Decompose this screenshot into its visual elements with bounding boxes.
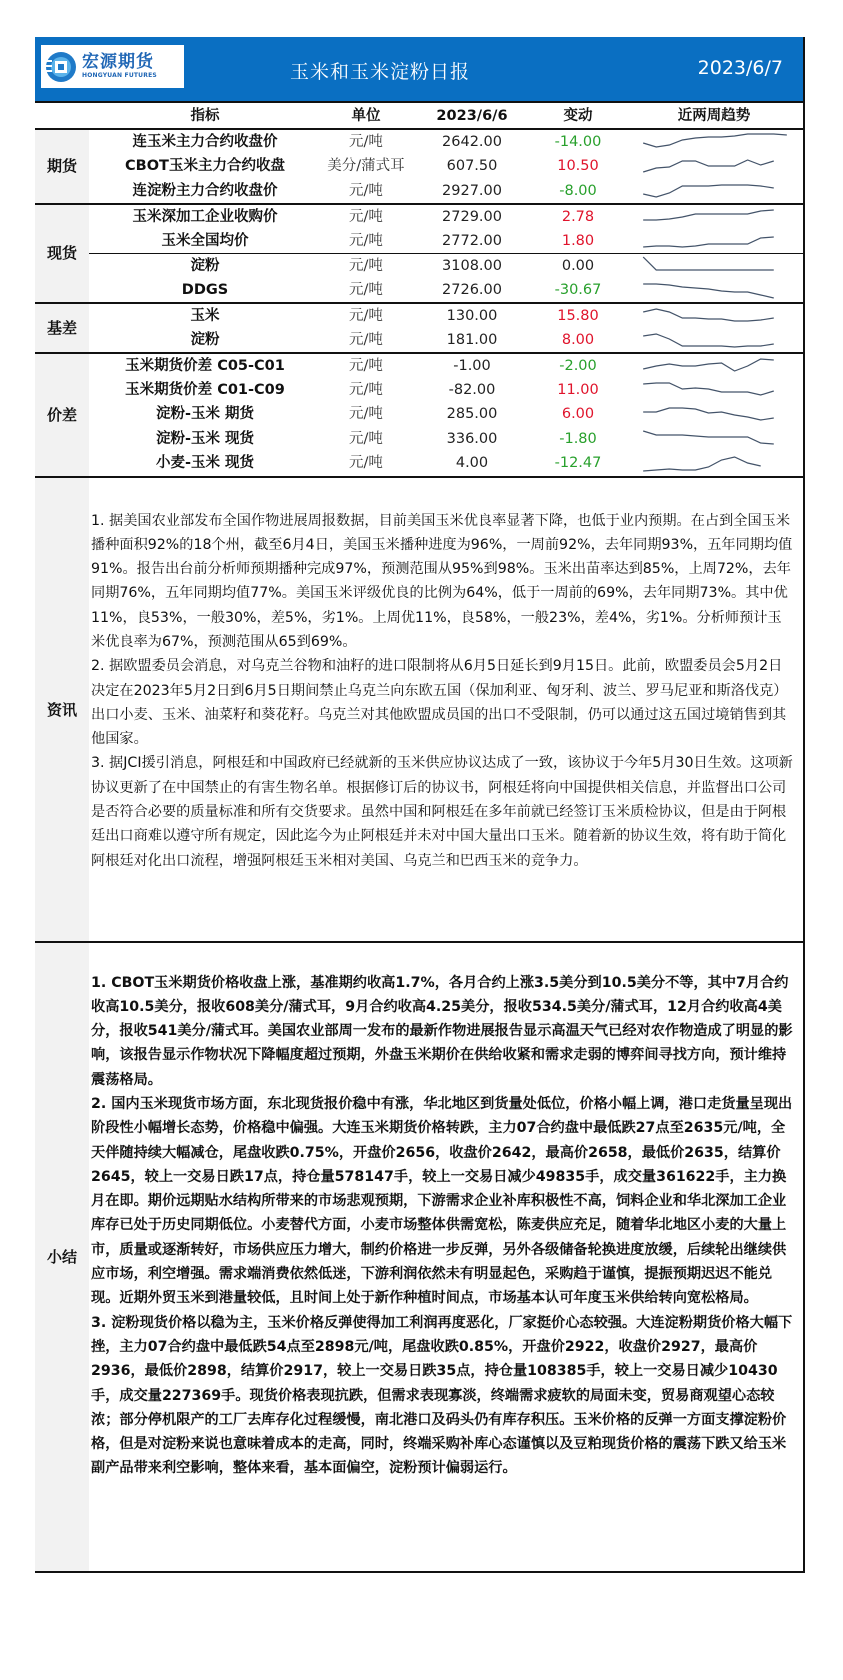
- value-cell: 2729.00: [411, 204, 533, 229]
- sparkline-chart: [641, 155, 789, 177]
- sparkline-chart: [641, 255, 789, 277]
- trend-sparkline: [623, 129, 805, 154]
- change-cell: -8.00: [559, 182, 597, 199]
- unit-cell: 元/吨: [321, 253, 411, 278]
- indicator-name: CBOT玉米主力合约收盘: [125, 158, 285, 175]
- table-row: [35, 328, 805, 353]
- sparkline-chart: [641, 355, 789, 377]
- sparkline-chart: [641, 452, 789, 474]
- trend-sparkline: [623, 179, 805, 204]
- category-cell: 基差: [35, 303, 89, 353]
- sparkline-chart: [641, 379, 789, 401]
- trend-sparkline: [623, 328, 805, 353]
- col-header-category: [35, 103, 89, 129]
- col-header-indicator: 指标: [89, 103, 321, 129]
- news-paragraph: 1. 据美国农业部发布全国作物进展周报数据，目前美国玉米优良率显著下降，也低于业内预期。在占到全国玉米播种面积92%的18个州，截至6月4日，美国玉米播种进度为96%，一周前92%，去年同期93%，五年同期均值91%。报告出台前分析师预期播种完成97%，预测范围从95%到98%。玉米出苗率达到85%，上周72%，去年同期76%，五年同期均值77%。美国玉米评级优良的比例为64%，低于一周前的69%，去年同期73%。其中优11%，良53%，一般30%，差5%，劣1%。上周优11%，良58%，一般23%，差4%，劣1%。分析师预计玉米优良率为67%，预测范围从65到69%。: [91, 512, 793, 650]
- logo-mark-icon: [45, 51, 77, 83]
- trend-sparkline: [623, 303, 805, 328]
- trend-sparkline: [623, 353, 805, 378]
- table-row: [35, 303, 805, 328]
- indicator-name: 玉米深加工企业收购价: [89, 204, 321, 229]
- indicator-name: 玉米全国均价: [161, 232, 249, 249]
- report-banner: [35, 37, 803, 103]
- news-body: [89, 478, 803, 941]
- table-row: [35, 402, 805, 427]
- news-section: [35, 476, 803, 941]
- value-cell: 181.00: [446, 331, 498, 348]
- unit-cell: 元/吨: [321, 129, 411, 154]
- trend-sparkline: [623, 427, 805, 452]
- value-cell: 4.00: [455, 455, 489, 472]
- unit-cell: 美分/蒲式耳: [327, 158, 405, 175]
- summary-label: 小结: [35, 943, 89, 1571]
- indicator-table: [35, 103, 805, 476]
- trend-sparkline: [623, 451, 805, 476]
- trend-sparkline: [623, 204, 805, 229]
- change-cell: 6.00: [561, 406, 595, 423]
- summary-paragraph: 1. CBOT玉米期货价格收盘上涨，基准期约收高1.7%，各月合约上涨3.5美分到10.5美分不等，其中7月合约收高10.5美分，报收608美分/蒲式耳，9月合约收高4.25美分，报收534.5美分/蒲式耳，12月合约收高4美分，报收541美分/蒲式耳。美国农业部周一发布的最新作物进展报告显示高温天气已经对农作物造成了明显的影响，该报告显示作物状况下降幅度超过预期，外盘玉米期价在供给收紧和需求走弱的博弈间寻找方向，预计维持震荡格局。: [91, 974, 793, 1088]
- sparkline-chart: [641, 131, 789, 153]
- table-row: [35, 253, 805, 278]
- table-row: [35, 129, 805, 154]
- summary-section: [35, 941, 803, 1573]
- sparkline-chart: [641, 180, 789, 202]
- table-row: [35, 154, 805, 179]
- sparkline-chart: [641, 329, 789, 351]
- unit-cell: 元/吨: [349, 232, 383, 249]
- unit-cell: 元/吨: [349, 406, 383, 423]
- trend-sparkline: [623, 154, 805, 179]
- sparkline-chart: [641, 279, 789, 301]
- trend-sparkline: [623, 378, 805, 403]
- sparkline-chart: [641, 428, 789, 450]
- table-row: [35, 278, 805, 303]
- indicator-name: 玉米期货价差 C01-C09: [125, 381, 285, 398]
- value-cell: 130.00: [411, 303, 533, 328]
- summary-paragraph: 3. 淀粉现货价格以稳为主，玉米价格反弹使得加工利润再度恶化，厂家挺价心态较强。大连淀粉期货价格大幅下挫，主力07合约盘中最低跌54点至2898元/吨，尾盘收跌0.85%，开盘价2922，收盘价2927，最高价2936，最低价2898，结算价2917，较上一交易日跌35点，持仓量108385手，较上一交易日减少10430手，成交量227369手。现货价格表现抗跌，但需求表现寡淡，终端需求疲软的局面未变，贸易商观望心态较浓；部分停机限产的工厂去库存化过程缓慢，南北港口及码头仍有库存积压。玉米价格的反弹一方面支撑淀粉价格，但是对淀粉来说也意味着成本的走高，同时，终端采购补库心态谨慎以及豆粕现货价格的震荡下跌又给玉米副产品带来利空影响，整体来看，基本面偏空，淀粉预计偏弱运行。: [91, 1314, 793, 1477]
- table-row: [35, 204, 805, 229]
- sparkline-chart: [641, 230, 789, 252]
- change-cell: 10.50: [557, 158, 599, 175]
- unit-cell: 元/吨: [321, 204, 411, 229]
- indicator-name: 连淀粉主力合约收盘价: [132, 182, 278, 199]
- change-cell: 1.80: [561, 232, 595, 249]
- table-row: [35, 378, 805, 403]
- value-cell: 2927.00: [442, 182, 502, 199]
- indicator-name: 淀粉-玉米 期货: [155, 406, 255, 423]
- unit-cell: 元/吨: [349, 455, 383, 472]
- unit-cell: 元/吨: [321, 353, 411, 378]
- indicator-name: 淀粉-玉米 现货: [155, 430, 255, 447]
- summary-paragraph: 2. 国内玉米现货市场方面，东北现货报价稳中有涨，华北地区到货量处低位，价格小幅上调，港口走货量呈现出阶段性小幅增长态势，价格稳中偏强。大连玉米期货价格转跌，主力07合约盘中最低跌27点至2635元/吨，全天伴随持续大幅减仓，尾盘收跌0.75%，开盘价2656，收盘价2642，最高价2658，最低价2635，结算价2645，较上一交易日跌17点，持仓量578147手，较上一交易日减少49835手，成交量361622手，主力换月在即。期价远期贴水结构所带来的市场悲观预期，下游需求企业补库积极性不高，饲料企业和华北深加工企业库存已处于历史同期低位。小麦替代方面，小麦市场整体供需宽松，陈麦供应充足，随着华北地区小麦的大量上市，质量或逐渐转好，市场供应压力增大，制约价格进一步反弹，另外各级储备轮换进度放缓，后续轮出继续供应市场，利空增强。需求端消费依然低迷，下游利润依然未有明显起色，采购趋于谨慎，提振预期迟迟不能兑现。近期外贸玉米到港量较低，且时间上处于新作种植时间点，市场基本认可年度玉米供给转向宽松格局。: [91, 1095, 793, 1307]
- trend-sparkline: [623, 253, 805, 278]
- company-logo: [41, 45, 184, 88]
- change-cell: 8.00: [561, 331, 595, 348]
- report-title: 玉米和玉米淀粉日报: [290, 61, 471, 83]
- change-cell: -2.00: [533, 353, 623, 378]
- unit-cell: 元/吨: [349, 381, 383, 398]
- change-cell: -30.67: [554, 281, 602, 298]
- unit-cell: 元/吨: [349, 182, 383, 199]
- daily-report: [35, 37, 805, 1573]
- trend-sparkline: [623, 278, 805, 303]
- value-cell: 336.00: [446, 430, 498, 447]
- indicator-name: 玉米: [89, 303, 321, 328]
- category-cell: 现货: [35, 204, 89, 303]
- indicator-name: 淀粉: [89, 253, 321, 278]
- value-cell: -1.00: [411, 353, 533, 378]
- news-paragraph: 2. 据欧盟委员会消息，对乌克兰谷物和油籽的进口限制将从6月5日延长到9月15日。此前，欧盟委员会5月2日决定在2023年5月2日到6月5日期间禁止乌克兰向东欧五国（保加利亚、匈牙利、波兰、罗马尼亚和斯洛伐克）出口小麦、玉米、油菜籽和葵花籽。乌克兰对其他欧盟成员国的出口不受限制，仍可以通过这五国过境销售到其他国家。: [91, 658, 788, 748]
- table-row: [35, 427, 805, 452]
- summary-body: [89, 943, 803, 1571]
- logo-chinese-name: 宏源期货: [82, 52, 154, 72]
- table-row: [35, 229, 805, 254]
- table-row: [35, 179, 805, 204]
- news-label: 资讯: [35, 478, 89, 941]
- table-header-row: [35, 103, 805, 129]
- col-header-trend: 近两周趋势: [623, 103, 805, 129]
- change-cell: -12.47: [554, 455, 602, 472]
- sparkline-chart: [641, 305, 789, 327]
- col-header-unit: 单位: [321, 103, 411, 129]
- value-cell: 607.50: [446, 158, 498, 175]
- unit-cell: 元/吨: [349, 331, 383, 348]
- logo-english-name: HONGYUAN FUTURES: [82, 72, 157, 79]
- sparkline-chart: [641, 403, 789, 425]
- indicator-name: 连玉米主力合约收盘价: [89, 129, 321, 154]
- report-date: 2023/6/7: [697, 57, 783, 79]
- col-header-change: 变动: [533, 103, 623, 129]
- value-cell: 2642.00: [411, 129, 533, 154]
- unit-cell: 元/吨: [349, 281, 383, 298]
- unit-cell: 元/吨: [349, 430, 383, 447]
- table-row: [35, 353, 805, 378]
- news-paragraph: 3. 据JCI援引消息，阿根廷和中国政府已经就新的玉米供应协议达成了一致，该协议于今年5月30日生效。这项新协议更新了在中国禁止的有害生物名单。根据修订后的协议书，阿根廷将向中国提供相关信息，并监督出口公司是否符合必要的质量标准和所有交货要求。虽然中国和阿根廷在多年前就已经签订玉米质检协议，但是由于阿根廷出口商难以遵守所有规定，因此迄今为止阿根廷并未对中国大量出口玉米。随着新的协议生效，将有助于简化阿根廷对化出口流程，增强阿根廷玉米相对美国、乌克兰和巴西玉米的竞争力。: [91, 755, 793, 869]
- indicator-name: DDGS: [181, 281, 229, 298]
- indicator-name: 小麦-玉米 现货: [155, 455, 255, 472]
- unit-cell: 元/吨: [321, 303, 411, 328]
- change-cell: -14.00: [533, 129, 623, 154]
- indicator-name: 玉米期货价差 C05-C01: [89, 353, 321, 378]
- category-cell: 期货: [35, 129, 89, 204]
- indicator-name: 淀粉: [190, 331, 220, 348]
- change-cell: 15.80: [533, 303, 623, 328]
- value-cell: 285.00: [446, 406, 498, 423]
- table-row: [35, 451, 805, 476]
- value-cell: 3108.00: [411, 253, 533, 278]
- category-cell: 价差: [35, 353, 89, 476]
- change-cell: 2.78: [533, 204, 623, 229]
- value-cell: -82.00: [448, 381, 496, 398]
- col-header-date: 2023/6/6: [411, 103, 533, 129]
- value-cell: 2726.00: [442, 281, 502, 298]
- sparkline-chart: [641, 206, 789, 228]
- value-cell: 2772.00: [442, 232, 502, 249]
- change-cell: 11.00: [557, 381, 599, 398]
- change-cell: -1.80: [559, 430, 597, 447]
- trend-sparkline: [623, 402, 805, 427]
- change-cell: 0.00: [533, 253, 623, 278]
- trend-sparkline: [623, 229, 805, 254]
